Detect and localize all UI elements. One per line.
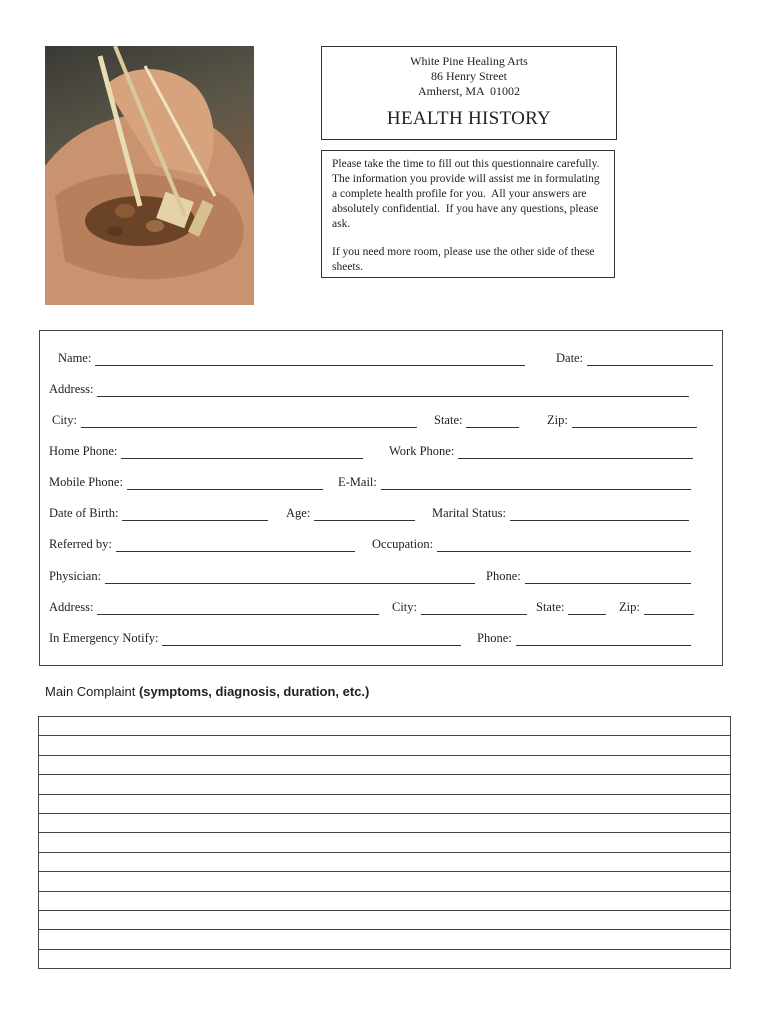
referred-by-label: Referred by: bbox=[49, 537, 112, 551]
instructions-paragraph-extra: If you need more room, please use the other side of these sheets. bbox=[332, 246, 595, 273]
physician-field[interactable] bbox=[49, 569, 475, 584]
writing-line[interactable] bbox=[39, 872, 730, 891]
occupation-label: Occupation: bbox=[372, 537, 434, 551]
address-field[interactable] bbox=[49, 382, 689, 397]
name-field[interactable] bbox=[58, 351, 525, 366]
name-label: Name: bbox=[58, 351, 92, 365]
physician-state-field[interactable] bbox=[536, 600, 606, 615]
writing-line[interactable] bbox=[39, 756, 730, 775]
physician-label: Physician: bbox=[49, 569, 102, 583]
age-field[interactable] bbox=[286, 506, 415, 521]
date-label: Date: bbox=[556, 351, 584, 365]
address-box bbox=[321, 46, 617, 140]
writing-line[interactable] bbox=[39, 814, 730, 833]
email-field[interactable] bbox=[338, 475, 691, 490]
emergency-contact-field[interactable] bbox=[49, 631, 461, 646]
work-phone-field[interactable] bbox=[389, 444, 693, 459]
writing-line[interactable] bbox=[39, 833, 730, 852]
hands-herbs-photo bbox=[45, 46, 254, 305]
writing-line[interactable] bbox=[39, 930, 730, 949]
physician-city-field[interactable] bbox=[392, 600, 527, 615]
physician-zip-label: Zip: bbox=[619, 600, 640, 614]
main-complaint-lines[interactable] bbox=[38, 716, 731, 969]
occupation-field[interactable] bbox=[372, 537, 691, 552]
home-phone-label: Home Phone: bbox=[49, 444, 118, 458]
writing-line[interactable] bbox=[39, 775, 730, 794]
main-complaint-heading bbox=[45, 684, 369, 699]
physician-zip-field[interactable] bbox=[619, 600, 694, 615]
physician-phone-label: Phone: bbox=[486, 569, 521, 583]
address-label: Address: bbox=[49, 382, 94, 396]
physician-address-field[interactable] bbox=[49, 600, 379, 615]
marital-status-field[interactable] bbox=[432, 506, 689, 521]
state-label: State: bbox=[434, 413, 463, 427]
main-complaint-label: Main Complaint bbox=[45, 684, 136, 699]
email-label: E-Mail: bbox=[338, 475, 377, 489]
physician-state-label: State: bbox=[536, 600, 565, 614]
dob-label: Date of Birth: bbox=[49, 506, 119, 520]
mobile-phone-field[interactable] bbox=[49, 475, 323, 490]
emergency-phone-field[interactable] bbox=[477, 631, 691, 646]
street-address: 86 Henry Street bbox=[431, 69, 507, 83]
zip-label: Zip: bbox=[547, 413, 568, 427]
state-field[interactable] bbox=[434, 413, 519, 428]
main-complaint-hint: (symptoms, diagnosis, duration, etc.) bbox=[138, 684, 370, 699]
org-name: White Pine Healing Arts bbox=[410, 54, 528, 68]
writing-line[interactable] bbox=[39, 911, 730, 930]
writing-line[interactable] bbox=[39, 736, 730, 755]
emergency-phone-label: Phone: bbox=[477, 631, 512, 645]
age-label: Age: bbox=[286, 506, 311, 520]
city-field[interactable] bbox=[52, 413, 417, 428]
date-field[interactable] bbox=[556, 351, 713, 366]
zip-field[interactable] bbox=[547, 413, 697, 428]
patient-info-form bbox=[39, 330, 723, 666]
emergency-contact-label: In Emergency Notify: bbox=[49, 631, 159, 645]
work-phone-label: Work Phone: bbox=[389, 444, 455, 458]
mobile-phone-label: Mobile Phone: bbox=[49, 475, 123, 489]
writing-line[interactable] bbox=[39, 717, 730, 736]
writing-line[interactable] bbox=[39, 795, 730, 814]
instructions-paragraph: Please take the time to fill out this questionnaire carefully. The information you provide will assist me in formulating a complete health profile for you. All your answers are absolutely confidential. If you have any questions, please ask. bbox=[332, 158, 606, 230]
dob-field[interactable] bbox=[49, 506, 268, 521]
physician-address-label: Address: bbox=[49, 600, 94, 614]
page-title: HEALTH HISTORY bbox=[386, 108, 552, 129]
marital-status-label: Marital Status: bbox=[432, 506, 506, 520]
city-label: City: bbox=[52, 413, 78, 427]
city-state-zip: Amherst, MA 01002 bbox=[418, 84, 520, 98]
writing-line[interactable] bbox=[39, 892, 730, 911]
writing-line[interactable] bbox=[39, 853, 730, 872]
writing-line[interactable] bbox=[39, 950, 730, 969]
physician-phone-field[interactable] bbox=[486, 569, 691, 584]
home-phone-field[interactable] bbox=[49, 444, 363, 459]
referred-by-field[interactable] bbox=[49, 537, 355, 552]
physician-city-label: City: bbox=[392, 600, 418, 614]
instructions-box bbox=[321, 150, 615, 278]
